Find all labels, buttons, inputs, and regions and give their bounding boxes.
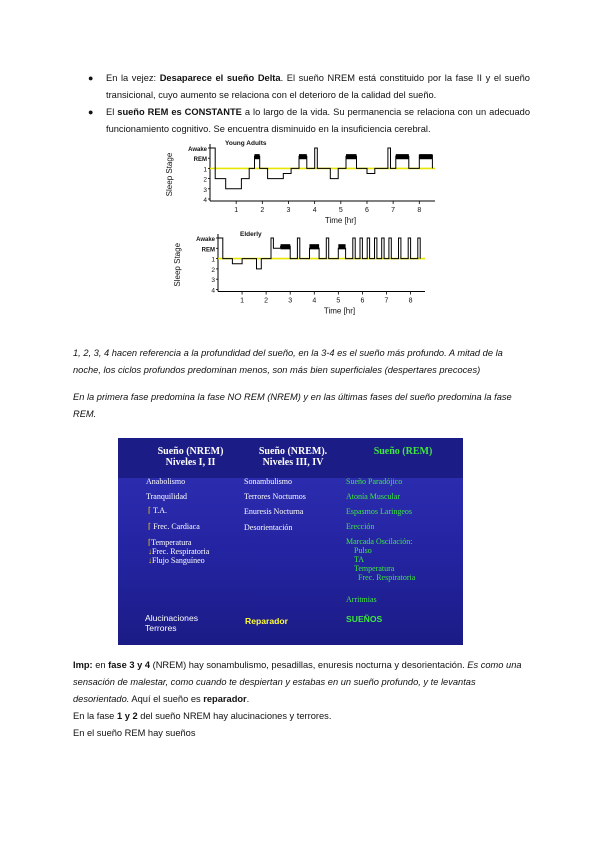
cell-arritmias: Arritmias [346,595,377,604]
y-tick-label: 3 [203,186,207,194]
note-imp: Imp: en fase 3 y 4 (NREM) hay sonambulismo, pesadillas, enuresis nocturna y desorientación. Es como una sensación de malestar, como cuando te despiertan y estabas en un sueño profundo, y te levantas desorientado. Aquí el sueño es reparador. [73,660,522,704]
cell-suenos: SUEÑOS [346,614,383,624]
cell-frec-cardiaca: ⌈ Frec. Cardiaca [148,522,200,531]
arrow-marker-icon: ⌈ [148,522,152,531]
x-tick-label: 3 [288,297,293,305]
paragraph-phases: En la primera fase predomina la fase NO REM (NREM) y en las últimas fases del sueño predomina la fase REM. [73,392,512,419]
y-tick-label: 3 [211,277,215,285]
y-tick-label: 1 [211,256,215,264]
arrow-marker-icon: ⌈ [148,506,152,515]
cell-terrores: Terrores [145,623,177,633]
cell-temperatura-rem: Temperatura [354,564,395,573]
sleep-stages-table [118,438,463,645]
y-tick-label: REM [201,247,215,254]
cell-flujo-sanguineo: ↓Flujo Sanguíneo [148,556,205,565]
x-tick-label: 1 [234,207,239,215]
y-axis-label: Sleep Stage [173,242,182,287]
x-tick-label: 5 [336,297,341,305]
x-tick-label: 1 [240,297,245,305]
rem-bar [281,244,291,249]
bullet-dot-icon: ● [88,107,94,117]
cell-atonia-muscular: Atonía Muscular [346,492,400,501]
cell-sonambulismo: Sonambulismo [244,477,293,486]
note-fase-1-2: En la fase 1 y 2 del sueño NREM hay alucinaciones y terrores. [73,711,332,721]
y-tick-label: Awake [196,237,215,243]
bullet-dot-icon: ● [88,73,94,83]
x-tick-label: 5 [338,207,343,215]
cell-ta: ⌈ T.A. [148,506,168,515]
x-tick-label: 2 [260,207,265,215]
paragraph-depth: 1, 2, 3, 4 hacen referencia a la profundidad del sueño, en la 3-4 es el sueño más profundo. A mitad de la noche, los ciclos profundos predominan menos, son más bien superficiales (despertares precoces) [73,348,503,375]
cell-desorientacion: Desorientación [244,523,293,532]
x-axis-label: Time [hr] [323,306,356,316]
y-tick-label: 4 [203,197,207,204]
y-tick-label: 2 [211,266,215,274]
header-nrem-3-4: Sueño (NREM). Niveles III, IV [258,446,328,468]
bullet-vejez: ● En la vejez: Desaparece el sueño Delta. El sueño NREM está constituido por la fase II y el sueño transicional, cuyo aumento se relaciona con el deterioro de la calidad del sueño. [88,70,530,103]
bullet-rem: ● El sueño REM es CONSTANTE a lo largo de la vida. Su permanencia se relaciona con un adecuado funcionamiento cognitivo. Se encuentra disminuido en la insuficiencia cerebral. [88,104,530,137]
y-tick-label: 4 [211,287,215,295]
y-axis-label: Sleep Stage [165,152,174,197]
cell-espasmos-laringeos: Espasmos Laringeos [346,507,412,516]
cell-ereccion: Erección [346,522,375,531]
arrow-down-icon: ↓ [148,556,152,565]
x-tick-label: 7 [391,207,396,215]
y-tick-label: 1 [203,166,207,174]
chart-title: Elderly [240,231,262,238]
cell-ta-rem: TA [354,555,365,564]
x-axis-label: Time [hr] [324,216,357,226]
y-tick-label: 2 [203,176,207,184]
cell-pulso: Pulso [354,546,372,555]
x-tick-label: 2 [264,297,269,305]
hypnogram-figure [0,0,600,340]
x-tick-label: 6 [365,207,369,215]
cell-alucinaciones: Alucinaciones [145,613,199,623]
x-tick-label: 6 [360,297,365,305]
header-rem: Sueño (REM) [373,446,433,457]
x-tick-label: 3 [286,207,291,215]
y-tick-label: REM [193,157,207,164]
cell-tranquilidad: Tranquilidad [146,492,188,501]
cell-terrores-nocturnos: Terrores Nocturnos [244,492,306,501]
cell-marcada-oscilacion: Marcada Oscilación: [346,537,413,546]
x-tick-label: 4 [312,207,317,215]
cell-temperatura: ⌈Temperatura [148,538,192,547]
cell-frec-respiratoria-rem: Frec. Respiratoria [358,573,416,582]
x-tick-label: 8 [417,207,422,215]
x-tick-label: 8 [408,297,413,305]
arrow-down-icon: ↓ [148,547,152,556]
header-nrem-1-2: Sueño (NREM) Niveles I, II [157,446,224,468]
sleep-stage-line [218,238,420,269]
arrow-marker-icon: ⌈ [148,538,152,547]
chart-title: Young Adults [225,140,267,147]
note-rem: En el sueño REM hay sueños [73,728,196,738]
x-tick-label: 4 [312,297,317,305]
y-tick-label: Awake [188,147,207,153]
cell-sueno-paradojico: Sueño Paradójico [346,477,403,486]
cell-anabolismo: Anabolismo [146,477,186,486]
cell-reparador: Reparador [245,616,288,626]
cell-frec-respiratoria: ↓Frec. Respiratoria [148,547,210,556]
cell-enuresis-nocturna: Enuresis Nocturna [244,507,304,516]
notes-section [73,657,533,742]
x-tick-label: 7 [384,297,389,305]
